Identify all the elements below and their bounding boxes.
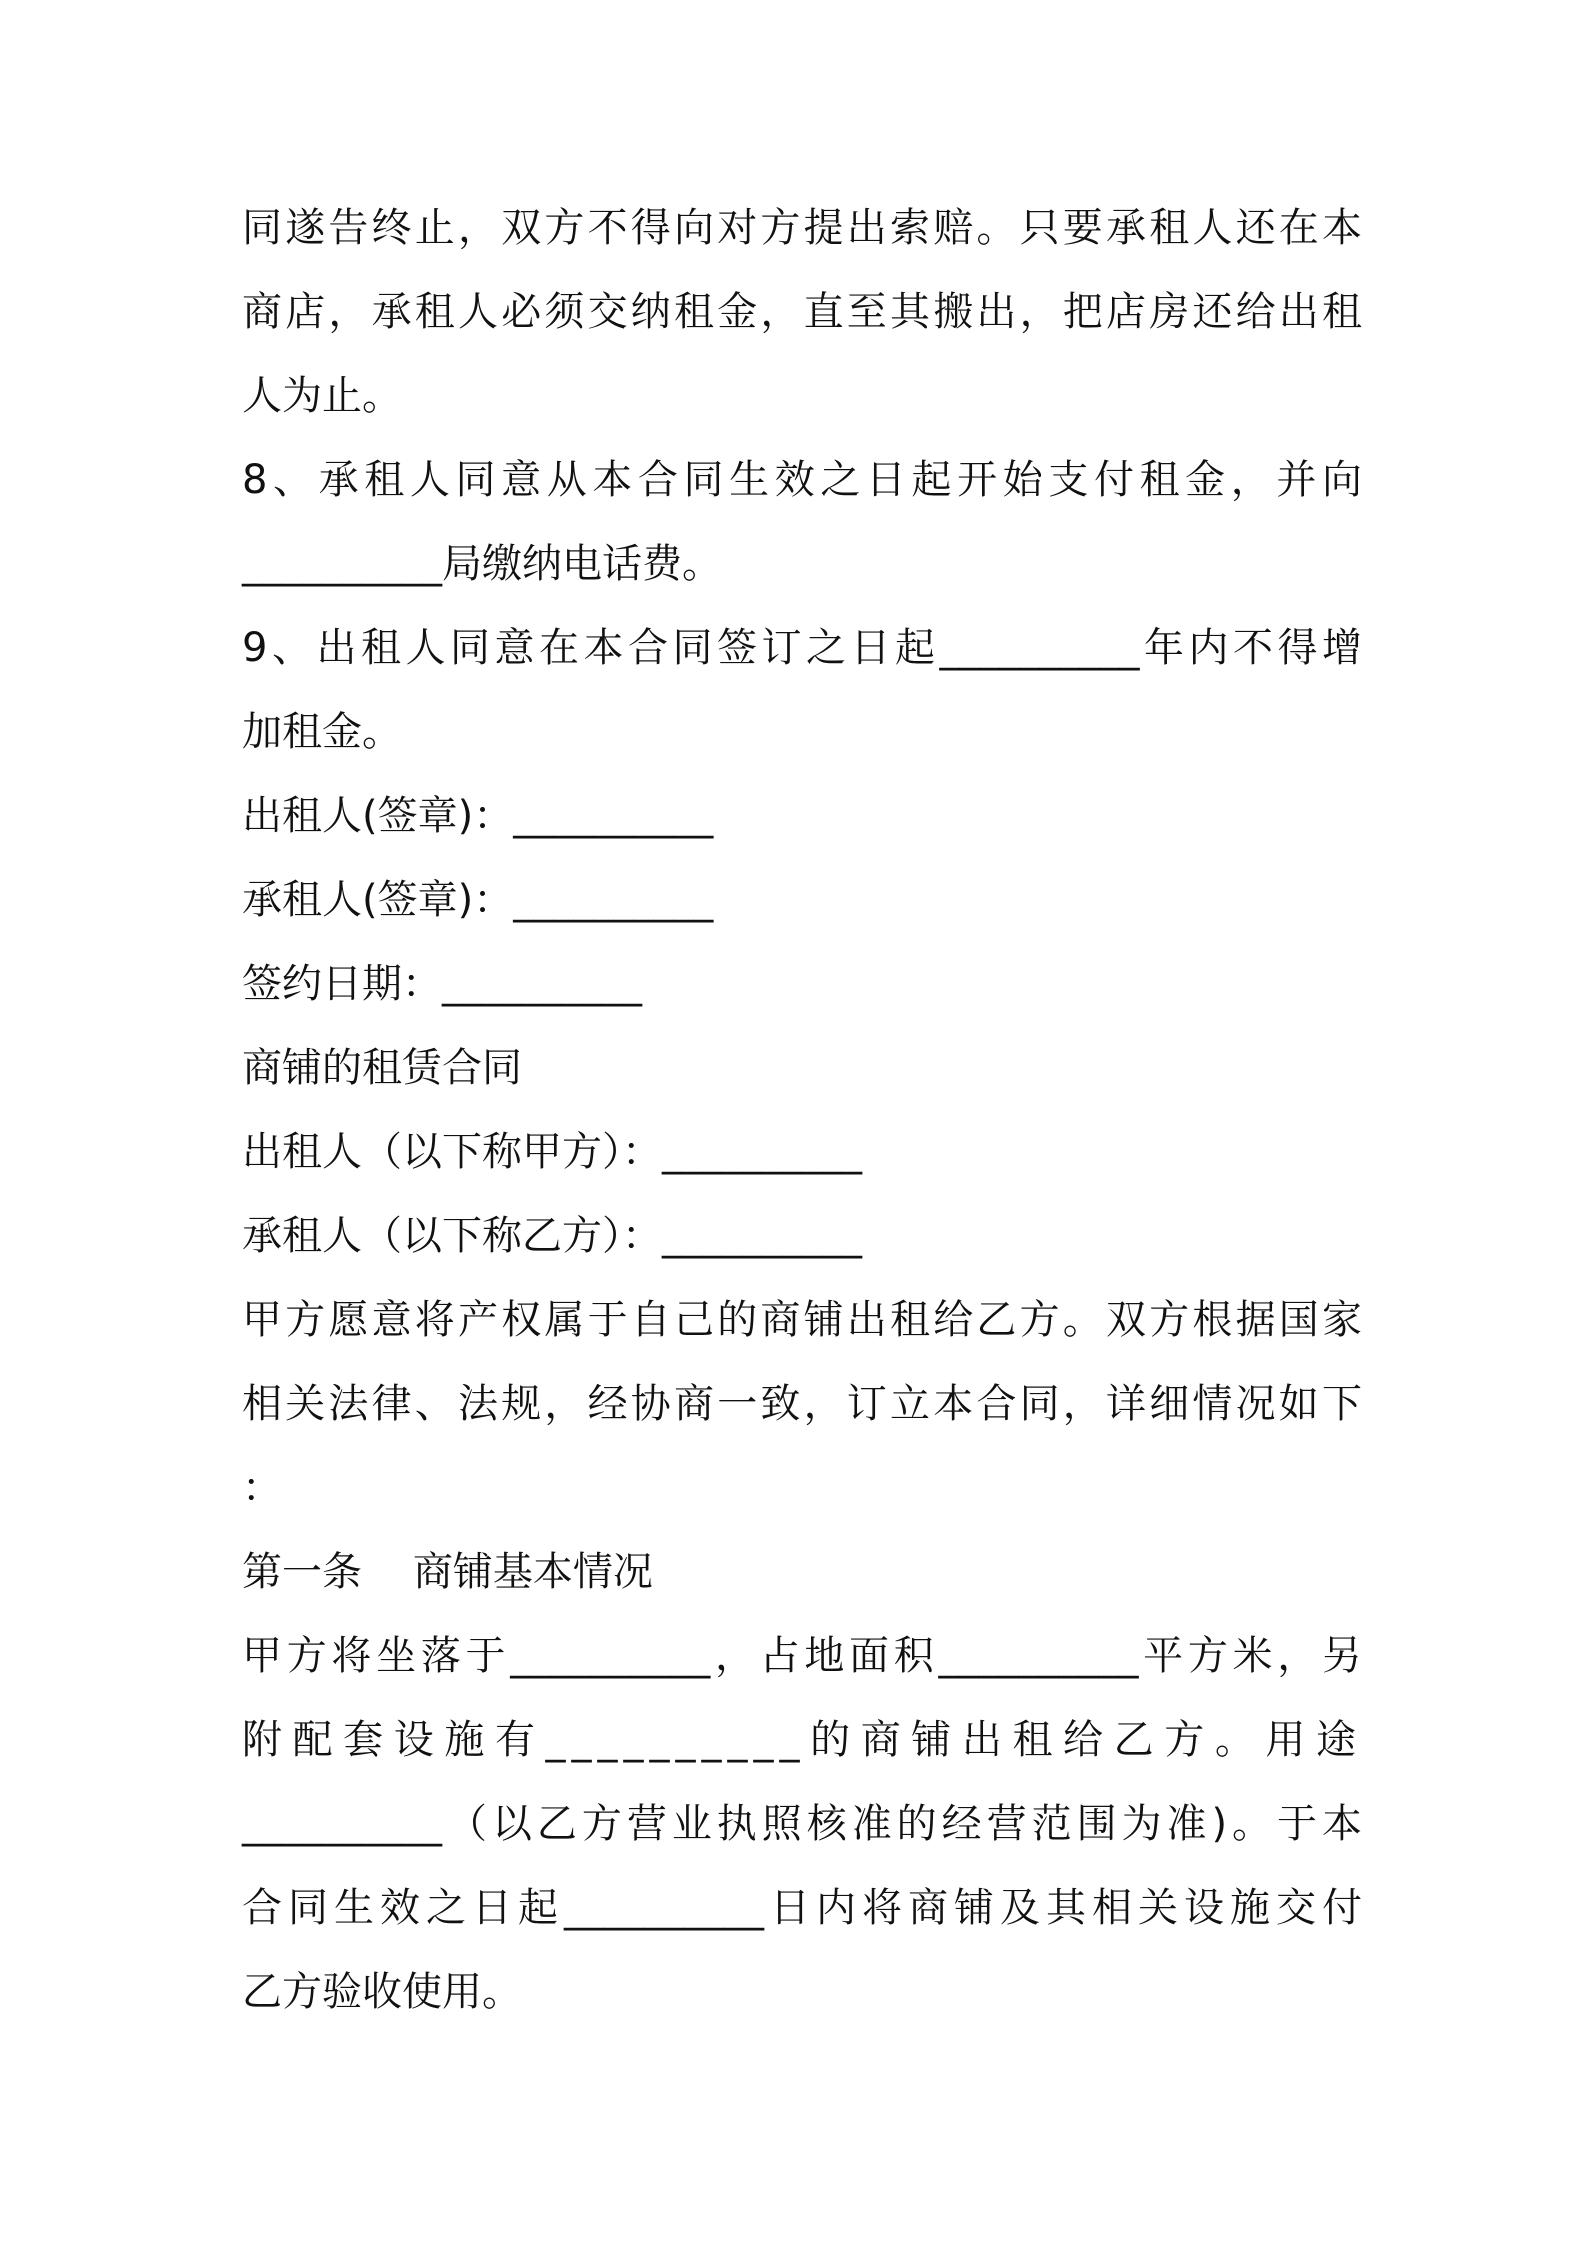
text-line: 甲方愿意将产权属于自己的商铺出租给乙方。双方根据国家 xyxy=(242,1297,1362,1343)
text-line: ： xyxy=(242,1465,282,1511)
text-line: 9、出租人同意在本合同签订之日起__________年内不得增 xyxy=(242,625,1362,671)
article-heading: 第一条 商铺基本情况 xyxy=(242,1549,653,1595)
party-a-field: 出租人（以下称甲方）：__________ xyxy=(242,1129,862,1175)
text-line: 甲方将坐落于__________，占地面积__________平方米，另 xyxy=(242,1633,1362,1679)
signature-field-lessor: 出租人(签章)：__________ xyxy=(242,793,714,839)
party-b-field: 承租人（以下称乙方）：__________ xyxy=(242,1213,862,1259)
text-line: 相关法律、法规，经协商一致，订立本合同，详细情况如下 xyxy=(242,1381,1362,1427)
text-line: 合同生效之日起__________日内将商铺及其相关设施交付 xyxy=(242,1885,1362,1931)
text-line: __________局缴纳电话费。 xyxy=(242,541,722,587)
text-line: 商店，承租人必须交纳租金，直至其搬出，把店房还给出租 xyxy=(242,289,1362,335)
text-line: 8、承租人同意从本合同生效之日起开始支付租金，并向 xyxy=(242,457,1362,503)
text-line: 附配套设施有__________的商铺出租给乙方。用途 xyxy=(242,1717,1362,1763)
section-title: 商铺的租赁合同 xyxy=(242,1045,522,1091)
signing-date-field: 签约日期：__________ xyxy=(242,961,642,1007)
text-line: 人为止。 xyxy=(242,373,402,419)
text-line: 同遂告终止，双方不得向对方提出索赔。只要承租人还在本 xyxy=(242,205,1362,251)
signature-field-lessee: 承租人(签章)：__________ xyxy=(242,877,714,923)
text-line: __________（以乙方营业执照核准的经营范围为准)。于本 xyxy=(242,1801,1362,1847)
text-line: 加租金。 xyxy=(242,709,402,755)
text-line: 乙方验收使用。 xyxy=(242,1969,522,2015)
